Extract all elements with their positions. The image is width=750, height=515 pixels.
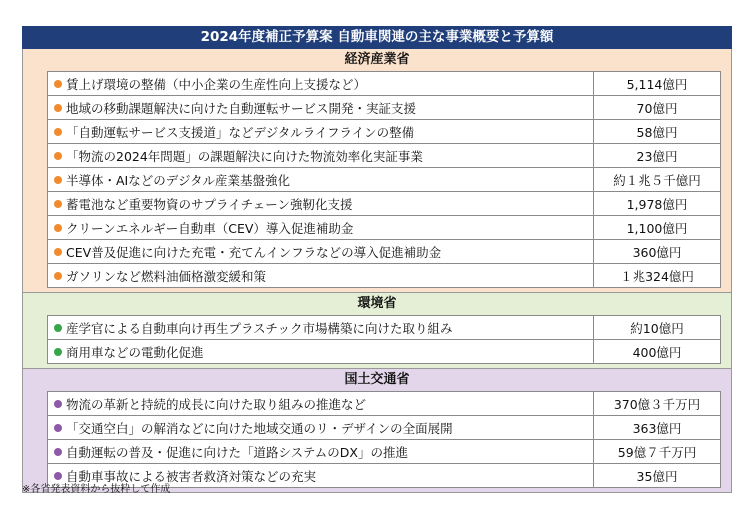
table-row <box>47 215 721 239</box>
table-row <box>47 339 721 364</box>
bullet-dot-icon <box>54 224 62 232</box>
item-label: 地域の移動課題解決に向けた自動運転サービス開発・実証支援 <box>66 100 417 116</box>
bullet-dot-icon <box>54 200 62 208</box>
table-row <box>47 415 721 439</box>
bullet-dot-icon <box>54 272 62 280</box>
item-amount: 5,114億円 <box>626 76 688 92</box>
item-amount: 23億円 <box>636 148 678 164</box>
item-amount: 1,978億円 <box>626 196 688 212</box>
item-amount: 35億円 <box>636 468 678 484</box>
table-row <box>47 391 721 415</box>
bullet-dot-icon <box>54 104 62 112</box>
item-amount: 363億円 <box>632 420 682 436</box>
item-amount: 400億円 <box>632 344 682 360</box>
table-row <box>47 167 721 191</box>
item-label: 物流の革新と持続的成長に向けた取り組みの推進など <box>66 396 367 412</box>
bullet-dot-icon <box>54 248 62 256</box>
section-heading: 環境省 <box>22 293 732 315</box>
item-amount: 370億３千万円 <box>613 396 701 412</box>
section-heading: 経済産業省 <box>22 49 732 71</box>
item-label: 自動運転の普及・促進に向けた「道路システムのDX」の推進 <box>66 444 408 460</box>
item-label: CEV普及促進に向けた充電・充てんインフラなどの導入促進補助金 <box>66 244 442 260</box>
section-mlit <box>22 369 732 493</box>
item-label: 「物流の2024年問題」の課題解決に向けた物流効率化実証事業 <box>66 148 423 164</box>
section-rows <box>22 71 732 293</box>
table-row <box>47 95 721 119</box>
table-row <box>47 119 721 143</box>
table-row <box>47 143 721 167</box>
item-label: 商用車などの電動化促進 <box>66 344 204 360</box>
item-label: 半導体・AIなどのデジタル産業基盤強化 <box>66 172 290 188</box>
table-row <box>47 71 721 95</box>
item-label: 「自動運転サービス支援道」などデジタルライフラインの整備 <box>66 124 415 140</box>
bullet-dot-icon <box>54 448 62 456</box>
table-row <box>47 263 721 288</box>
table-row <box>47 315 721 339</box>
bullet-dot-icon <box>54 348 62 356</box>
item-label: 「交通空白」の解消などに向けた地域交通のリ・デザインの全面展開 <box>66 420 453 436</box>
section-meti <box>22 49 732 293</box>
item-label: 賃上げ環境の整備（中小企業の生産性向上支援など） <box>66 76 367 92</box>
section-rows <box>22 391 732 493</box>
section-heading: 国土交通省 <box>22 369 732 391</box>
item-label: 産学官による自動車向け再生プラスチック市場構築に向けた取り組み <box>66 320 453 336</box>
item-amount: 1,100億円 <box>626 220 688 236</box>
item-label: クリーンエネルギー自動車（CEV）導入促進補助金 <box>66 220 354 236</box>
section-env <box>22 293 732 369</box>
item-label: 自動車事故による被害者救済対策などの充実 <box>66 468 317 484</box>
item-amount: 70億円 <box>636 100 678 116</box>
item-amount: 58億円 <box>636 124 678 140</box>
table-row <box>47 439 721 463</box>
bullet-dot-icon <box>54 400 62 408</box>
item-amount: 約１兆５千億円 <box>613 172 701 188</box>
bullet-dot-icon <box>54 324 62 332</box>
item-label: ガソリンなど燃料油価格激変緩和策 <box>66 268 267 284</box>
bullet-dot-icon <box>54 472 62 480</box>
item-amount: 約10億円 <box>630 320 684 336</box>
section-rows <box>22 315 732 369</box>
table-row <box>47 191 721 215</box>
bullet-dot-icon <box>54 152 62 160</box>
bullet-dot-icon <box>54 424 62 432</box>
bullet-dot-icon <box>54 128 62 136</box>
bullet-dot-icon <box>54 80 62 88</box>
item-amount: 360億円 <box>632 244 682 260</box>
table-title: 2024年度補正予算案 自動車関連の主な事業概要と予算額 <box>22 26 732 49</box>
item-amount: 59億７千万円 <box>617 444 697 460</box>
budget-table <box>22 26 732 493</box>
footnote: ※各省発表資料から抜粋して作成 <box>22 484 171 495</box>
bullet-dot-icon <box>54 176 62 184</box>
item-amount: １兆324億円 <box>620 268 694 284</box>
item-label: 蓄電池など重要物資のサプライチェーン強靭化支援 <box>66 196 353 212</box>
table-row <box>47 239 721 263</box>
